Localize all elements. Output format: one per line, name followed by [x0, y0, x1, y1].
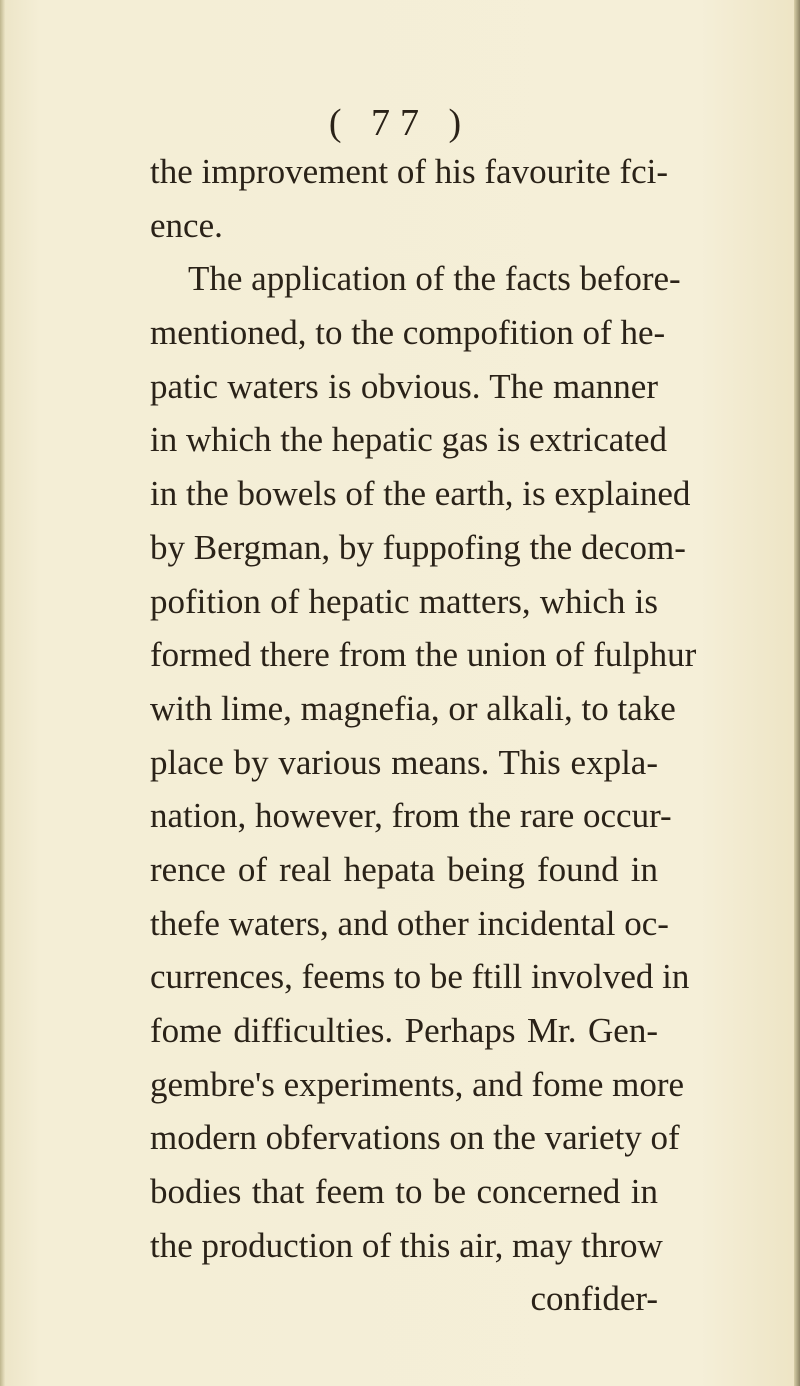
text-line: The application of the facts before- [188, 259, 681, 299]
text-line: patic waters is obvious. The manner [150, 366, 658, 406]
text-line: in the bowels of the earth, is explained [150, 474, 691, 514]
text-line: fome difficulties. Perhaps Mr. Gen- [150, 1011, 658, 1050]
text-line: thefe waters, and other incidental oc- [150, 903, 669, 943]
text-line: currences, feems to be ftill involved in [150, 957, 690, 997]
text-line: modern obfervations on the variety of [150, 1118, 680, 1158]
text-line: place by various means. This expla- [150, 742, 658, 782]
text-line: formed there from the union of fulphur [150, 635, 697, 675]
text-line: by Bergman, by fuppofing the decom- [150, 527, 686, 567]
text-line: ence. [150, 205, 223, 245]
page-left-edge [0, 0, 5, 1386]
text-line: nation, however, from the rare occur- [150, 796, 672, 836]
text-line: bodies that feem to be concerned in [150, 1172, 658, 1212]
text-line: the production of this air, may throw [150, 1225, 663, 1265]
text-line: gembre's experiments, and fome more [150, 1064, 685, 1104]
page-number: ( 77 ) [328, 102, 472, 144]
text-line: rence of real hepata being found in [150, 849, 658, 889]
text-line: pofition of hepatic matters, which is [150, 581, 658, 621]
catchword: confider- [530, 1279, 658, 1319]
text-line: in which the hepatic gas is extricated [150, 420, 668, 460]
text-line: the improvement of his favourite fci- [150, 152, 669, 191]
page-right-edge [794, 0, 800, 1386]
text-line: mentioned, to the compofition of he- [150, 313, 666, 353]
body-text [150, 145, 697, 1326]
text-line: with lime, magnefia, or alkali, to take [150, 688, 676, 728]
